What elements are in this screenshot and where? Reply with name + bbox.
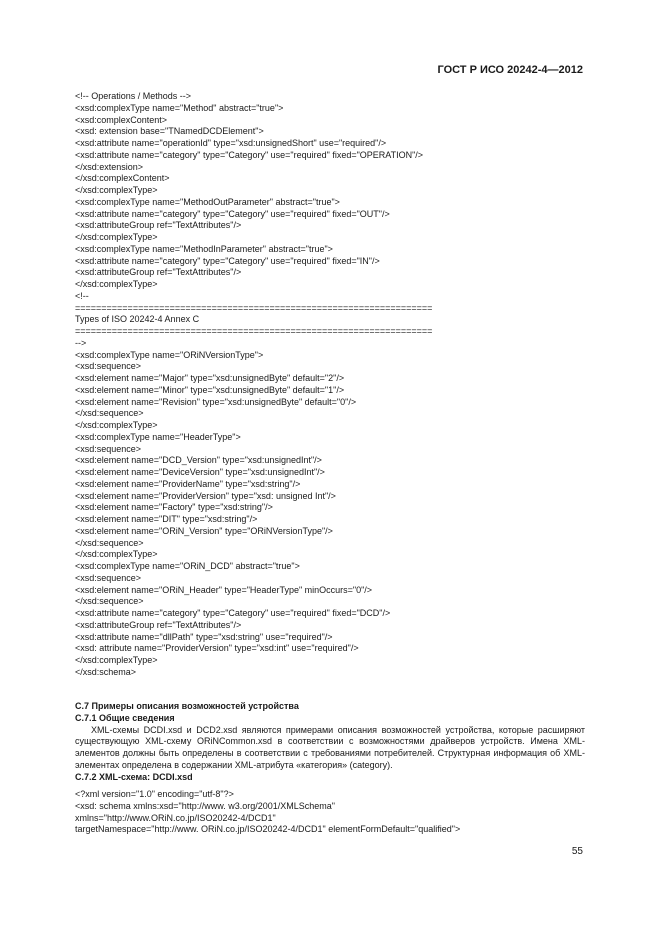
code-line: <xsd:complexContent>: [75, 114, 168, 125]
code-line: ====================================================================: [75, 302, 433, 313]
code-line: <xsd:attribute name="operationId" type="xsd:unsignedShort" use="required"/>: [75, 138, 387, 148]
code-line: <!-- Operations / Methods -->: [75, 91, 192, 101]
code-line: <xsd:complexType name="ORiN_DCD" abstract="true">: [75, 561, 300, 571]
code-line: <xsd:complexType name="MethodOutParameter" abstract="true">: [75, 196, 340, 207]
code-line: <xsd:element name="ORiN_Version" type="ORiNVersionType"/>: [75, 525, 333, 536]
code-line: -->: [75, 337, 87, 348]
xml-line: targetNamespace="http://www. ORiN.co.jp/ISO20242-4/DCD1" elementFormDefault="qualified">: [75, 824, 461, 835]
xsd-code-listing: [75, 91, 595, 679]
code-line: <!--: [75, 290, 89, 301]
code-line: <xsd:complexType name="Method" abstract="true">: [75, 102, 284, 113]
code-line: <xsd:element name="DCD_Version" type="xsd:unsignedInt"/>: [75, 455, 322, 466]
subsection-xsd-title: С.7.2 XML-схема: DCDI.xsd: [75, 771, 193, 782]
code-line: <xsd:element name="Major" type="xsd:unsignedByte" default="2"/>: [75, 373, 345, 383]
code-line: <xsd:attributeGroup ref="TextAttributes"/>: [75, 619, 242, 630]
code-line: <xsd:element name="Factory" type="xsd:string"/>: [75, 502, 273, 513]
xml-line: xmlns="http://www.ORiN.co.jp/ISO20242-4/DCD1": [75, 812, 276, 823]
code-line: <xsd:attribute name="category" type="Category" use="required" fixed="DCD"/>: [75, 608, 391, 618]
xml-line: <?xml version="1.0" encoding="utf-8"?>: [75, 789, 234, 799]
code-line: <xsd:attribute name="category" type="Category" use="required" fixed="OPERATION"/>: [75, 149, 424, 160]
code-line: <xsd:complexType name="HeaderType">: [75, 431, 241, 442]
page-number: 55: [571, 846, 583, 857]
code-line: </xsd:complexType>: [75, 185, 158, 195]
code-line: </xsd:sequence>: [75, 596, 144, 607]
xml-code-listing: [75, 789, 460, 836]
code-line: </xsd:sequence>: [75, 408, 144, 419]
code-line: <xsd:complexType name="MethodInParameter" abstract="true">: [75, 243, 333, 254]
code-line: Types of ISO 20242-4 Annex C: [75, 314, 200, 325]
code-line: </xsd:sequence>: [75, 537, 144, 548]
code-line: <xsd:element name="Revision" type="xsd:unsignedByte" default="0"/>: [75, 396, 357, 407]
code-line: <xsd:sequence>: [75, 572, 142, 583]
code-line: <xsd:attributeGroup ref="TextAttributes"/>: [75, 220, 242, 231]
code-line: <xsd:sequence>: [75, 443, 142, 454]
code-line: </xsd:complexType>: [75, 232, 158, 242]
code-line: </xsd:complexType>: [75, 549, 158, 560]
subsection-title: С.7.1 Общие сведения: [75, 712, 175, 723]
section-c7: [75, 701, 585, 783]
document-header: ГОСТ Р ИСО 20242-4—2012: [437, 64, 583, 76]
code-line: ====================================================================: [75, 326, 433, 336]
code-line: </xsd:complexType>: [75, 279, 158, 289]
code-line: <xsd:element name="ProviderVersion" type="xsd: unsigned Int"/>: [75, 490, 336, 501]
xml-line: <xsd: schema xmlns:xsd="http://www. w3.org/2001/XMLSchema": [75, 800, 336, 811]
code-line: <xsd:element name="Minor" type="xsd:unsignedByte" default="1"/>: [75, 384, 345, 395]
code-line: <xsd:complexType name="ORiNVersionType">: [75, 349, 264, 360]
code-line: <xsd: extension base="TNamedDCDElement">: [75, 126, 264, 137]
code-line: </xsd:schema>: [75, 666, 137, 677]
code-line: <xsd:attribute name="dllPath" type="xsd:string" use="required"/>: [75, 631, 333, 642]
section-paragraph: XML-схемы DCDI.xsd и DCD2.xsd являются примерами описания возможностей устройства, которые расширяют существующую XML-схему ORiNCommon.xsd в соответствии с возможностями драйверов устройств. Имена XML-элементов должны быть определены в соответствии с требованиями потребителей. Структурная информация об XML-элементах определена в содержании XML-атрибута «категория» (category).: [75, 724, 585, 770]
code-line: <xsd:attribute name="category" type="Category" use="required" fixed="OUT"/>: [75, 208, 390, 219]
code-line: <xsd:attributeGroup ref="TextAttributes"/>: [75, 267, 242, 278]
code-line: <xsd:sequence>: [75, 361, 142, 372]
code-line: <xsd:element name="DIT" type="xsd:string"/>: [75, 514, 258, 524]
code-line: </xsd:complexContent>: [75, 173, 170, 184]
code-line: <xsd:attribute name="category" type="Category" use="required" fixed="IN"/>: [75, 255, 380, 266]
section-title: С.7 Примеры описания возможностей устройства: [75, 701, 299, 711]
code-line: <xsd: attribute name="ProviderVersion" type="xsd:int" use="required"/>: [75, 643, 359, 654]
code-line: </xsd:complexType>: [75, 420, 158, 430]
code-line: </xsd:complexType>: [75, 655, 158, 665]
code-line: <xsd:element name="DeviceVersion" type="xsd:unsignedInt"/>: [75, 467, 325, 477]
code-line: <xsd:element name="ORiN_Header" type="HeaderType" minOccurs="0"/>: [75, 584, 373, 595]
code-line: </xsd:extension>: [75, 161, 144, 172]
code-line: <xsd:element name="ProviderName" type="xsd:string"/>: [75, 478, 301, 489]
